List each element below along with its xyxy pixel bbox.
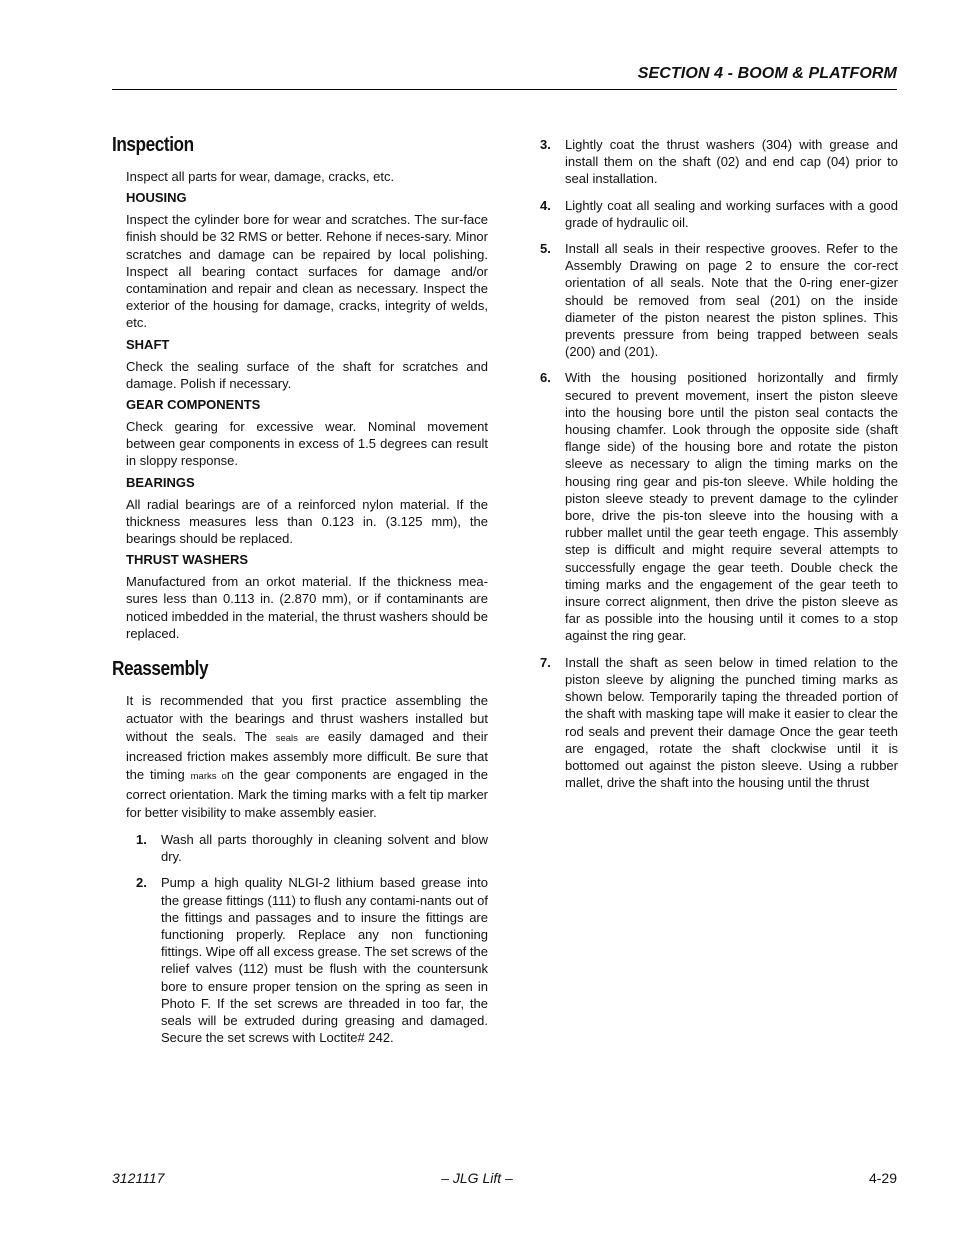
- reassembly-body: [126, 692, 488, 1046]
- reassembly-intro: It is recommended that you first practice assembling the actuator with the bearings and thrust washers installed but without the seals. The seals are easily damaged and their increased friction makes assembly more difficult. Be sure that the timing marks on the gear components are engaged in the correct orientation. Mark the timing marks with a felt tip marker for better visibility to make assembly easier.: [126, 693, 488, 821]
- steps-list-right: [540, 136, 898, 791]
- shaft-subheading: SHAFT: [126, 336, 170, 352]
- list-item: 3. Lightly coat the thrust washers (304) with grease and install them on the shaft (02) and end cap (04) prior to seal installation.: [540, 137, 898, 187]
- list-item: 6. With the housing positioned horizontally and firmly secured to prevent movement, insert the piston sleeve into the housing bore until the piston seal contacts the housing chamfer. Look through the opposite side (shaft flange side) of the housing bore and rotate the piston sleeve as necessary to align the timing marks on the housing ring gear and pis-ton sleeve. While holding the piston sleeve steady to prevent damage to the cylinder bore, drive the pis-ton sleeve into the housing with a rubber mallet until the gear teeth engage. This assembly step is difficult and might require several attempts to successfully engage the gear teeth. Double check the timing marks and the engagement of the gear teeth to insure correct alignment, then drive the piston sleeve as far as possible into the housing until it comes to a stop against the ring gear.: [540, 370, 898, 644]
- gear-subheading: GEAR COMPONENTS: [126, 397, 261, 413]
- list-item: 2. Pump a high quality NLGI-2 lithium based grease into the grease fittings (111) to flush any contami-nants out of the fittings and passages and to insure the fittings are functioning properly. Replace any non functioning fittings. Wipe off all excess grease. The set screws of the relief valves (112) must be flush with the countersunk bore to ensure proper tension on the spring as seen in Photo F. If the set screws are threaded in too far, the seals will be extruded during greasing and damaged. Secure the set screws with Loctite# 242.: [136, 875, 488, 1046]
- housing-text: Inspect the cylinder bore for wear and scratches. The sur-face finish should be 32 RMS or better. Rehone if neces-sary. Minor scratches and damage can be repaired by local polishing. Inspect all bearing contact surfaces for damage and/or contamination and repair and clean as necessary. Inspect the exterior of the housing for damage, cracks, integrity of welds, etc.: [126, 212, 488, 331]
- list-item: 4. Lightly coat all sealing and working surfaces with a good grade of hydraulic oil.: [540, 197, 898, 230]
- footer-brand: – JLG Lift –: [441, 1170, 513, 1186]
- inspection-body: [126, 168, 488, 642]
- header-rule: [112, 89, 897, 90]
- housing-subheading: HOUSING: [126, 190, 187, 206]
- steps-list-left: [136, 831, 488, 1046]
- list-item: 1. Wash all parts thoroughly in cleaning solvent and blow dry.: [136, 832, 488, 865]
- reassembly-heading: Reassembly: [112, 658, 209, 681]
- section-title: SECTION 4 - BOOM & PLATFORM: [637, 65, 897, 82]
- shaft-text: Check the sealing surface of the shaft for scratches and damage. Polish if necessary.: [126, 358, 488, 391]
- list-item: 5. Install all seals in their respective grooves. Refer to the Assembly Drawing on page 2 to ensure the cor-rect orientation of all seals. Note that the 0-ring ener-gizer should be removed from seal (201) on the inside diameter of the piston nearest the piston splines. This prevents pressure from being trapped between seals (200) and (201).: [540, 241, 898, 360]
- page-number: 4-29: [868, 1170, 897, 1186]
- inspection-heading: Inspection: [112, 134, 194, 156]
- thrust-subheading: THRUST WASHERS: [126, 552, 249, 568]
- thrust-text: Manufactured from an orkot material. If the thickness mea-sures less than 0.113 in. (2.870 mm), or if contaminants are noticed imbedded in the material, the thrust washers should be replaced.: [126, 574, 488, 641]
- right-column: [540, 136, 898, 800]
- bearings-subheading: BEARINGS: [126, 474, 195, 490]
- gear-text: Check gearing for excessive wear. Nominal movement between gear components in excess of 1.5 degrees can result in sloppy response.: [126, 419, 488, 469]
- doc-number: 3121117: [112, 1170, 165, 1186]
- inspection-intro: Inspect all parts for wear, damage, cracks, etc.: [126, 169, 395, 184]
- left-column: [112, 132, 488, 1056]
- list-item: 7. Install the shaft as seen below in timed relation to the piston sleeve by aligning the punched timing marks as shown below. Temporarily taping the threaded portion of the shaft with masking tape will make it easier to clear the rod seals and prevent their damage Once the gear teeth are engaged, rotate the shaft clockwise until it is bottomed out against the piston sleeve. Using a rubber mallet, drive the shaft into the housing until the thrust: [540, 654, 898, 791]
- bearings-text: All radial bearings are of a reinforced nylon material. If the thickness measures less than 0.123 in. (3.125 mm), the bearings should be replaced.: [126, 496, 488, 547]
